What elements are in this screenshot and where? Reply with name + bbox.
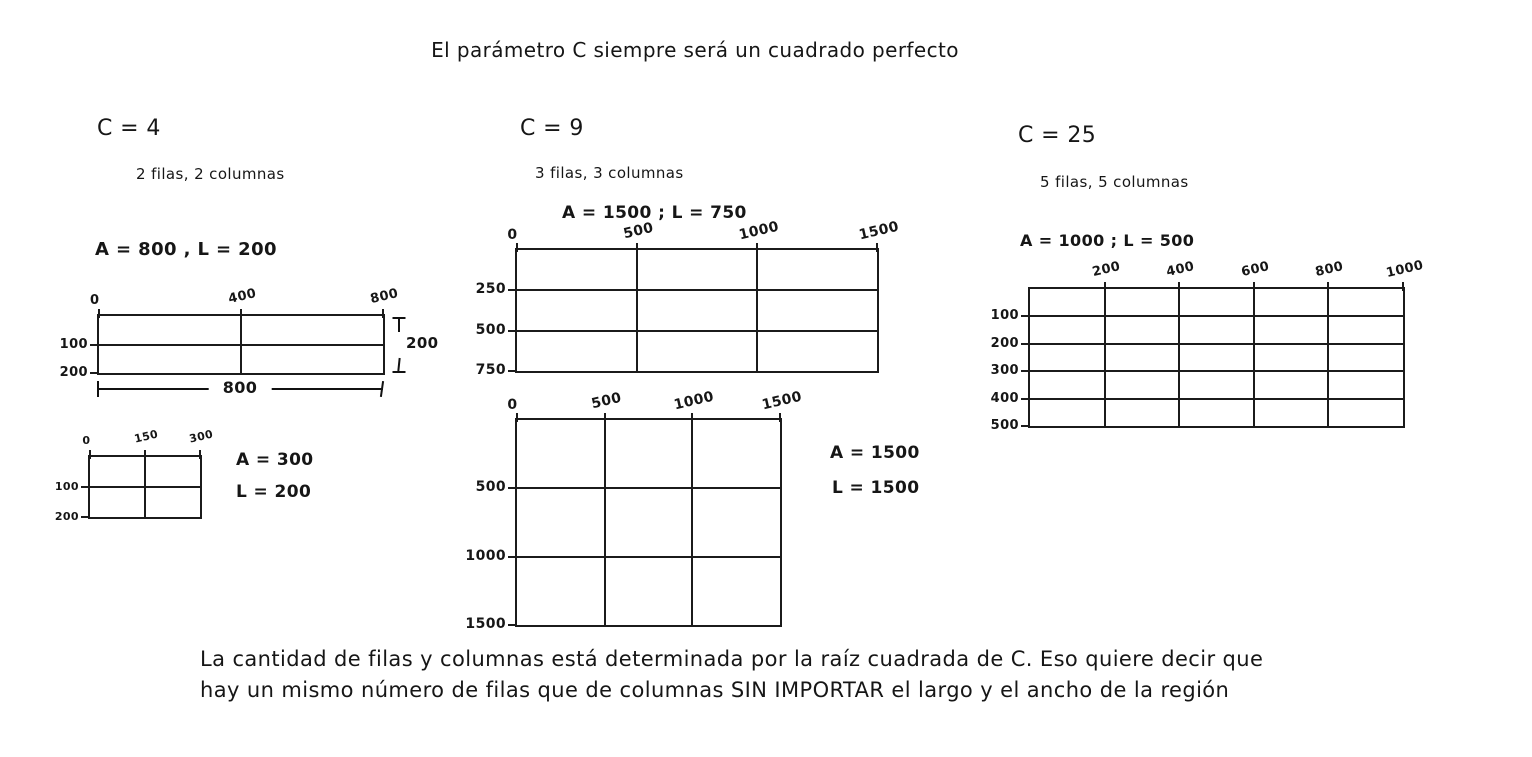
y-axis-tick	[508, 624, 515, 626]
x-axis-tick	[876, 243, 878, 252]
y-axis-tick	[508, 556, 515, 558]
footer-explanation	[200, 644, 1263, 706]
grid-horizontal-line	[1030, 398, 1403, 400]
x-axis-tick-label: 800	[1314, 259, 1346, 280]
grid-vertical-line	[1253, 289, 1255, 426]
c9-bottom-grid-length-label: L = 1500	[832, 478, 920, 498]
x-axis-tick-label: 0	[90, 293, 100, 308]
x-axis-tick-label: 800	[368, 286, 400, 307]
x-axis-tick-label: 0	[82, 434, 91, 447]
y-axis-tick-label: 1000	[465, 547, 506, 564]
grid-horizontal-line	[517, 289, 877, 291]
y-axis-tick-label: 100	[990, 308, 1019, 324]
grid-horizontal-line	[99, 344, 383, 346]
y-axis-tick-label: 750	[475, 362, 506, 379]
grid-horizontal-line	[517, 330, 877, 332]
grid-vertical-line	[1327, 289, 1329, 426]
y-axis-tick-label: 100	[59, 336, 88, 352]
c4-main-grid	[59, 286, 400, 380]
grid-horizontal-line	[517, 487, 780, 489]
x-axis-tick	[1327, 282, 1329, 291]
x-axis-tick	[1104, 282, 1106, 291]
section-c4-heading: C = 4	[97, 116, 161, 141]
y-axis-tick-label: 500	[475, 479, 506, 496]
y-axis-tick-label: 200	[54, 509, 79, 523]
y-axis-tick-label: 100	[54, 479, 79, 493]
x-axis-tick-label: 500	[589, 389, 623, 413]
y-axis-tick	[1021, 425, 1028, 427]
footer-line-2: hay un mismo número de filas que de columnas SIN IMPORTAR el largo y el ancho de la región	[200, 678, 1230, 702]
y-axis-tick-label: 1500	[465, 616, 506, 633]
x-axis-tick	[144, 450, 146, 459]
x-axis-tick	[89, 450, 91, 459]
y-axis-tick	[90, 344, 97, 346]
section-c9-subheading: 3 filas, 3 columnas	[535, 164, 684, 182]
bracket-bottom-tick	[393, 371, 406, 373]
c4-width-bracket	[97, 377, 383, 397]
y-axis-tick-label: 300	[990, 362, 1019, 378]
section-c25-subheading: 5 filas, 5 columnas	[1040, 173, 1189, 191]
x-axis-tick-label: 0	[507, 397, 518, 413]
c4-small-grid-length-label: L = 200	[236, 482, 312, 502]
grid-vertical-line	[1178, 289, 1180, 426]
x-axis-tick	[1178, 282, 1180, 291]
y-axis-tick-label: 200	[990, 335, 1019, 351]
y-axis-tick	[1021, 370, 1028, 372]
x-axis-tick-label: 1500	[857, 218, 901, 244]
x-axis-tick-label: 1000	[672, 388, 716, 414]
x-axis-tick-label: 0	[507, 227, 518, 243]
y-axis-tick	[1021, 343, 1028, 345]
y-axis-tick-label: 500	[990, 417, 1019, 433]
y-axis-tick-label: 400	[990, 390, 1019, 406]
c9-bottom-grid-area-label: A = 1500	[830, 443, 920, 463]
grid-horizontal-line	[1030, 315, 1403, 317]
c25-grid-params-label: A = 1000 ; L = 500	[1020, 231, 1195, 250]
bracket-left-tick	[97, 381, 99, 397]
x-axis-tick-label: 400	[1165, 259, 1197, 280]
x-axis-tick	[756, 243, 758, 252]
x-axis-tick	[779, 413, 781, 422]
c4-height-bracket	[392, 317, 406, 373]
page-title: El parámetro C siempre será un cuadrado perfecto	[431, 38, 959, 62]
c9-top-grid	[475, 218, 901, 379]
x-axis-tick-label: 300	[187, 427, 215, 446]
x-axis-tick-label: 1000	[737, 218, 781, 244]
y-axis-tick	[81, 486, 88, 488]
y-axis-tick	[1021, 398, 1028, 400]
section-c9-heading: C = 9	[520, 116, 584, 141]
c9-bottom-grid	[465, 388, 804, 633]
x-axis-tick	[516, 243, 518, 252]
c9-grid1-params-label: A = 1500 ; L = 750	[562, 203, 747, 223]
x-axis-tick-label: 400	[226, 286, 258, 307]
c4-width-dimension: 800	[209, 378, 272, 397]
grid-vertical-line	[691, 420, 693, 625]
c4-grid1-params-label: A = 800 , L = 200	[95, 239, 277, 260]
grid-vertical-line	[1104, 289, 1106, 426]
x-axis-tick	[1402, 282, 1404, 291]
c4-small-grid	[54, 427, 215, 523]
x-axis-tick-label: 1500	[760, 388, 804, 414]
y-axis-tick	[508, 487, 515, 489]
grid-horizontal-line	[1030, 343, 1403, 345]
x-axis-tick	[1253, 282, 1255, 291]
c25-grid	[990, 257, 1425, 433]
grid-horizontal-line	[1030, 370, 1403, 372]
x-axis-tick	[691, 413, 693, 422]
c4-height-dimension: 200	[406, 334, 439, 352]
x-axis-tick-label: 600	[1239, 259, 1271, 280]
bracket-right-tick	[380, 381, 384, 397]
section-c4-subheading: 2 filas, 2 columnas	[136, 165, 285, 183]
y-axis-tick	[508, 370, 515, 372]
grid-vertical-line	[756, 250, 758, 371]
footer-line-1: La cantidad de filas y columnas está determinada por la raíz cuadrada de C. Eso quiere decir que	[200, 647, 1264, 671]
grid-vertical-line	[636, 250, 638, 371]
y-axis-tick	[81, 516, 88, 518]
y-axis-tick-label: 250	[475, 281, 506, 298]
section-c25-heading: C = 25	[1018, 123, 1097, 148]
y-axis-tick-label: 200	[59, 364, 88, 380]
grid-horizontal-line	[517, 556, 780, 558]
x-axis-tick-label: 1000	[1384, 257, 1425, 282]
x-axis-tick	[199, 450, 201, 459]
y-axis-tick	[508, 289, 515, 291]
c4-small-grid-area-label: A = 300	[236, 450, 314, 470]
y-axis-tick	[1021, 315, 1028, 317]
y-axis-tick-label: 500	[475, 321, 506, 338]
grid-horizontal-line	[90, 486, 200, 488]
x-axis-tick	[98, 309, 100, 318]
x-axis-tick	[240, 309, 242, 318]
bracket-bottom-segment	[397, 358, 400, 371]
grid-vertical-line	[604, 420, 606, 625]
y-axis-tick	[508, 330, 515, 332]
x-axis-tick	[516, 413, 518, 422]
y-axis-tick	[90, 372, 97, 374]
x-axis-tick	[636, 243, 638, 252]
x-axis-tick-label: 150	[132, 427, 160, 446]
bracket-top-segment	[398, 319, 400, 332]
x-axis-tick	[604, 413, 606, 422]
x-axis-tick-label: 200	[1090, 259, 1122, 280]
x-axis-tick	[382, 309, 384, 318]
x-axis-tick-label: 500	[621, 219, 656, 243]
